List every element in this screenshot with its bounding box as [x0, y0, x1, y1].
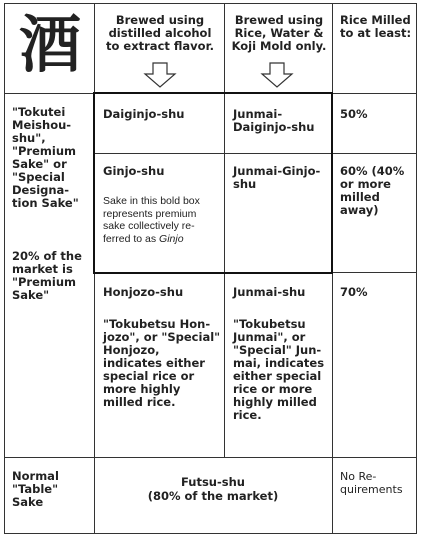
milled-60-percent: 60% (40% or more milled away) [340, 164, 405, 217]
sake-kanji: 酒 [18, 8, 81, 81]
milled-50-percent: 50% [340, 107, 368, 121]
junmai-daiginjo-shu: Junmai-Daiginjo-shu [233, 107, 315, 134]
daiginjo-shu: Daiginjo-shu [103, 107, 185, 121]
premium-market-share: 20% of the market is "Premium Sake" [12, 249, 82, 302]
header-distilled-alcohol: Brewed using distilled alcohol to extract flavor. [106, 13, 214, 53]
honjozo-shu: Honjozo-shu [103, 285, 184, 299]
ginjo-shu: Ginjo-shu [103, 164, 165, 178]
header-junmai: Brewed using Rice, Water & Koji Mold only. [231, 13, 327, 53]
down-arrow-icon [260, 62, 294, 88]
junmai-ginjo-shu: Junmai-Ginjo-shu [233, 164, 321, 191]
row-divider-table [4, 457, 417, 458]
honjozo-note: "Tokubetsu Hon-jozo", or "Special" Honjozo, indicates either special rice or more highly milled rice. [103, 317, 221, 409]
table-border-right [416, 3, 417, 534]
premium-box-note: Sake in this bold box represents premium sake collectively re-ferred to as Ginjo [103, 195, 200, 245]
junmai-note: "Tokubetsu Junmai", or "Special" Jun-mai, indicates either special rice or more highly milled rice. [233, 317, 325, 422]
down-arrow-icon [143, 62, 177, 88]
futsu-market-share: (80% of the market) [147, 489, 279, 503]
junmai-shu: Junmai-shu [233, 285, 306, 299]
futsu-shu: Futsu-shu [181, 475, 245, 489]
table-sake-label: Normal "Table" Sake [12, 469, 59, 509]
no-requirements: No Re-quirements [340, 470, 403, 496]
premium-sake-label: "Tokutei Meishou-shu", "Premium Sake" or "Special Designa-tion Sake" [12, 105, 79, 210]
header-rice-milled: Rice Milled to at least: [340, 13, 412, 40]
table-border-left [4, 3, 5, 534]
table-border-bottom [4, 533, 417, 534]
table-border-top [4, 3, 417, 4]
milled-70-percent: 70% [340, 285, 368, 299]
